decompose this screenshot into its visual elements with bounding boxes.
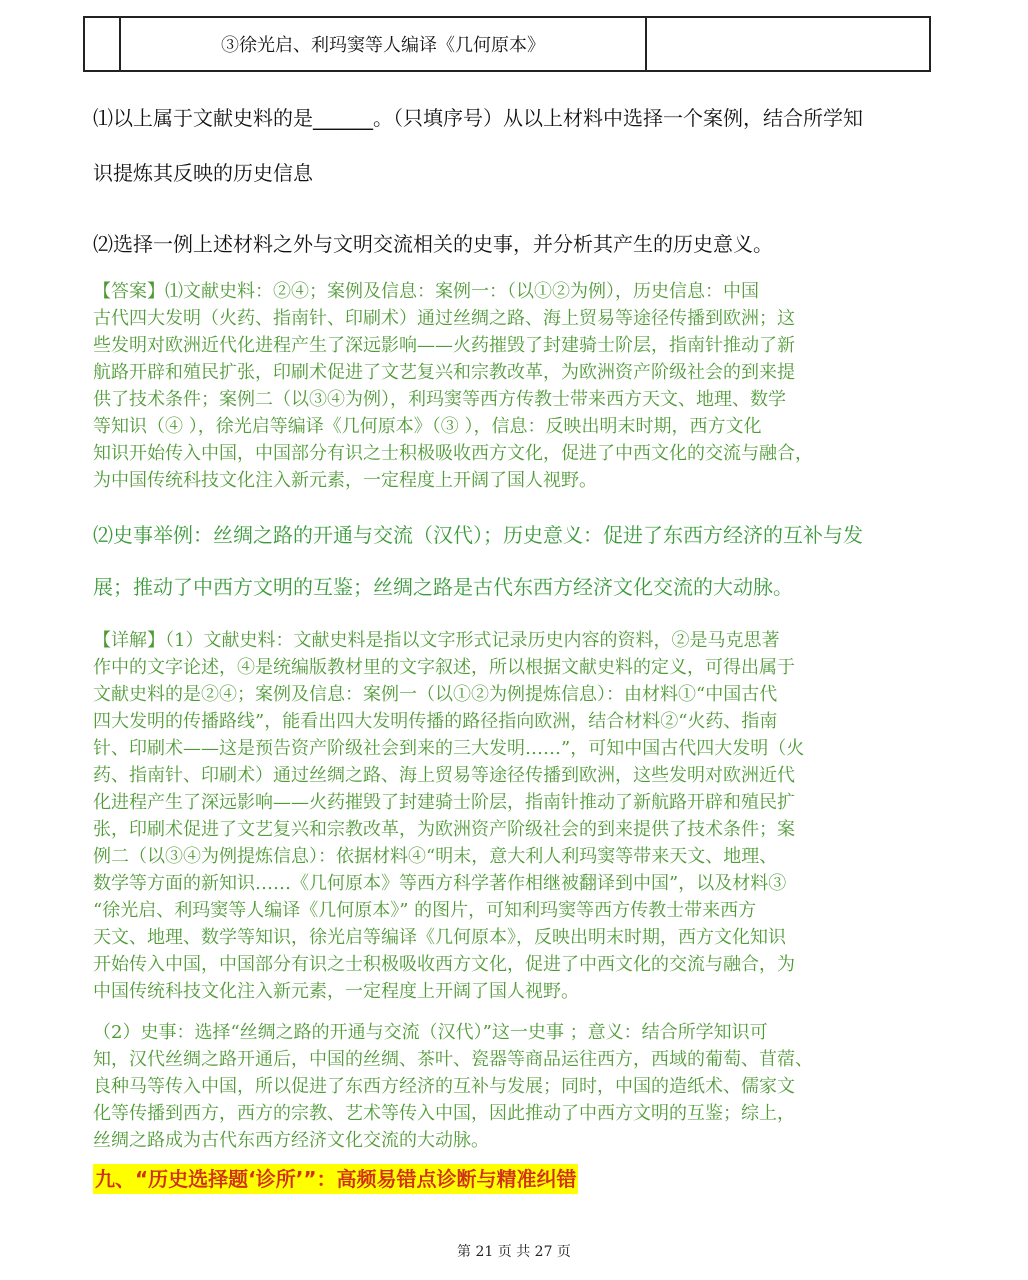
detail-section [93,627,939,1005]
detail-part-2-line: （2）史事：选择“丝绸之路的开通与交流（汉代）”这一史事 ；意义：结合所学知识可 [93,1022,768,1043]
detail-part-2 [93,1019,939,1154]
section-heading: 九、“历史选择题‘诊所’”：高频易错点诊断与精准纠错 [93,1164,578,1194]
detail-line: 张，印刷术促进了文艺复兴和宗教改革，为欧洲资产阶级社会的到来提供了技术条件；案 [93,819,795,840]
answer-section [93,278,939,494]
detail-line: 作中的文字论述，④是统编版教材里的文字叙述，所以根据文献史料的定义，可得出属于 [93,657,795,678]
table-cell-material-3: ③徐光启、利玛窦等人编译《几何原本》 [121,18,647,70]
answer-line: 等知识（④ ），徐光启等编译《几何原本》（③ ），信息：反映出明末时期，西方文化 [93,416,762,437]
detail-line: 四大发明的传播路线”，能看出四大发明传播的路径指向欧洲，结合材料②“火药、指南 [93,711,778,732]
page-number: 第 21 页 共 27 页 [457,1244,571,1260]
detail-line: 化进程产生了深远影响——火药摧毁了封建骑士阶层，指南针推动了新航路开辟和殖民扩 [93,792,795,813]
answer-line: 【答案】⑴文献史料：②④；案例及信息：案例一：（以①②为例），历史信息：中国 [93,281,759,302]
detail-line: 针、印刷术——这是预告资产阶级社会到来的三大发明……”，可知中国古代四大发明（火 [93,738,805,759]
detail-line: 中国传统科技文化注入新元素，一定程度上开阔了国人视野。 [93,981,579,1002]
detail-line: 开始传入中国，中国部分有识之士积极吸收西方文化，促进了中西文化的交流与融合，为 [93,954,795,975]
table-cell-empty [647,18,929,70]
answer-part-2-line-1: ⑵史事举例：丝绸之路的开通与交流（汉代）；历史意义：促进了东西方经济的互补与发 [93,523,863,547]
question-1-line-2: 识提炼其反映的历史信息 [93,161,313,185]
detail-line: 天文、地理、数学等知识，徐光启等编译《几何原本》，反映出明末时期，西方文化知识 [93,927,786,948]
detail-line: 药、指南针、印刷术）通过丝绸之路、海上贸易等途径传播到欧洲，这些发明对欧洲近代 [93,765,795,786]
question-2: ⑵选择一例上述材料之外与文明交流相关的史事，并分析其产生的历史意义。 [93,232,773,256]
detail-line: 数学等方面的新知识……《几何原本》等西方科学著作相继被翻译到中国”，以及材料③ [93,873,787,894]
answer-part-2 [93,509,939,613]
detail-line: 例二（以③④为例提炼信息）：依据材料④“明末，意大利人利玛窦等带来天文、地理、 [93,846,778,867]
answer-line: 些发明对欧洲近代化进程产生了深远影响——火药摧毁了封建骑士阶层，指南针推动了新 [93,335,795,356]
answer-line: 供了技术条件；案例二（以③④为例），利玛窦等西方传教士带来西方天文、地理、数学 [93,389,786,410]
table-cell-index [85,18,121,70]
detail-line: 【详解】（1）文献史料：文献史料是指以文字形式记录历史内容的资料，②是马克思著 [93,630,780,651]
detail-part-2-line: 丝绸之路成为古代东西方经济文化交流的大动脉。 [93,1130,489,1151]
answer-line: 航路开辟和殖民扩张，印刷术促进了文艺复兴和宗教改革，为欧洲资产阶级社会的到来提 [93,362,795,383]
answer-line: 古代四大发明（火药、指南针、印刷术）通过丝绸之路、海上贸易等途径传播到欧洲；这 [93,308,795,329]
answer-line: 为中国传统科技文化注入新元素，一定程度上开阔了国人视野。 [93,470,597,491]
detail-part-2-line: 知，汉代丝绸之路开通后，中国的丝绸、茶叶、瓷器等商品运往西方，西域的葡萄、苜蓿、 [93,1049,813,1070]
detail-line: 文献史料的是②④；案例及信息：案例一（以①②为例提炼信息）：由材料①“中国古代 [93,684,778,705]
detail-part-2-line: 化等传播到西方，西方的宗教、艺术等传入中国，因此推动了中西方文明的互鉴；综上， [93,1103,795,1124]
question-1-line-1: ⑴以上属于文献史料的是______。（只填序号）从以上材料中选择一个案例，结合所学知 [93,106,863,130]
answer-line: 知识开始传入中国，中国部分有识之士积极吸收西方文化，促进了中西文化的交流与融合， [93,443,813,464]
answer-part-2-line-2: 展；推动了中西方文明的互鉴；丝绸之路是古代东西方经济文化交流的大动脉。 [93,575,793,599]
detail-part-2-line: 良种马等传入中国，所以促进了东西方经济的互补与发展；同时，中国的造纸术、儒家文 [93,1076,795,1097]
material-table-row [83,16,931,72]
detail-line: “徐光启、利玛窦等人编译《几何原本》” 的图片，可知利玛窦等西方传教士带来西方 [93,900,757,921]
